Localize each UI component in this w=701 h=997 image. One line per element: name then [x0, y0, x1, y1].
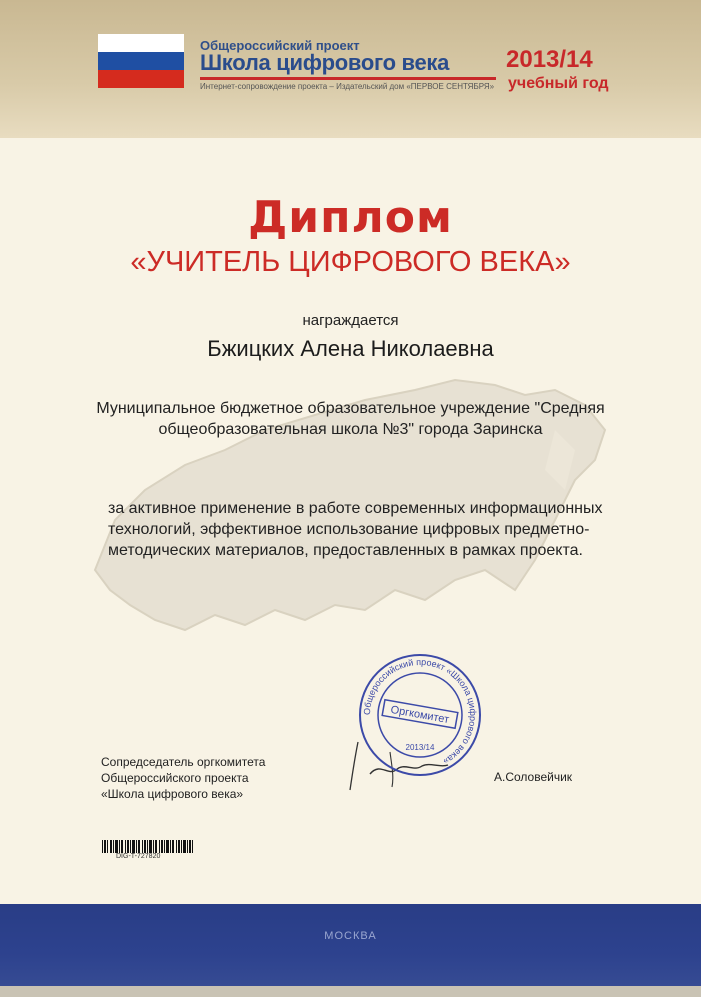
barcode-icon	[102, 840, 194, 853]
signatory-title-line1: Сопредседатель оргкомитета	[101, 755, 266, 769]
diploma-title: Диплом	[248, 192, 453, 243]
stamp-outer-text: Общероссийский проект «Школа цифрового века»	[361, 656, 479, 767]
project-subtitle: Общероссийский проект	[200, 38, 360, 53]
header-divider	[200, 77, 496, 80]
awarded-label: награждается	[302, 312, 399, 329]
project-publisher: Интернет-сопровождение проекта – Издательский дом «ПЕРВОЕ СЕНТЯБРЯ»	[200, 82, 495, 91]
signatory-title	[101, 754, 265, 802]
signatory-title-line2: Общероссийского проекта	[101, 771, 249, 785]
academic-year: 2013/14	[506, 46, 593, 73]
stamp-year-text: 2013/14	[405, 743, 435, 752]
footer-band	[0, 904, 701, 986]
organizing-committee-stamp-icon	[355, 650, 485, 780]
project-name: Школа цифрового века	[200, 50, 450, 75]
russian-flag-icon	[98, 34, 184, 88]
recipient-name: Бжицких Алена Николаевна	[207, 336, 494, 361]
barcode-code: DIG-T-727820	[116, 853, 161, 860]
organization-name: Муниципальное бюджетное образовательное учреждение "Средняя общеобразовательная школа №3" города Заринска	[96, 400, 605, 438]
award-reason: за активное применение в работе современных информационных технологий, эффективное использование цифровых предметно-методических материалов, предоставленных в рамках проекта.	[108, 500, 603, 559]
footer-city: МОСКВА	[324, 930, 377, 942]
diploma-subtitle: «УЧИТЕЛЬ ЦИФРОВОГО ВЕКА»	[130, 246, 571, 278]
signatory-name: А.Соловейчик	[494, 770, 573, 784]
academic-year-label: учебный год	[508, 75, 609, 92]
header-band	[0, 0, 701, 138]
bottom-edge	[0, 986, 701, 997]
stamp-center-text: Оргкомитет	[389, 703, 450, 727]
signatory-title-line3: «Школа цифрового века»	[101, 787, 244, 801]
